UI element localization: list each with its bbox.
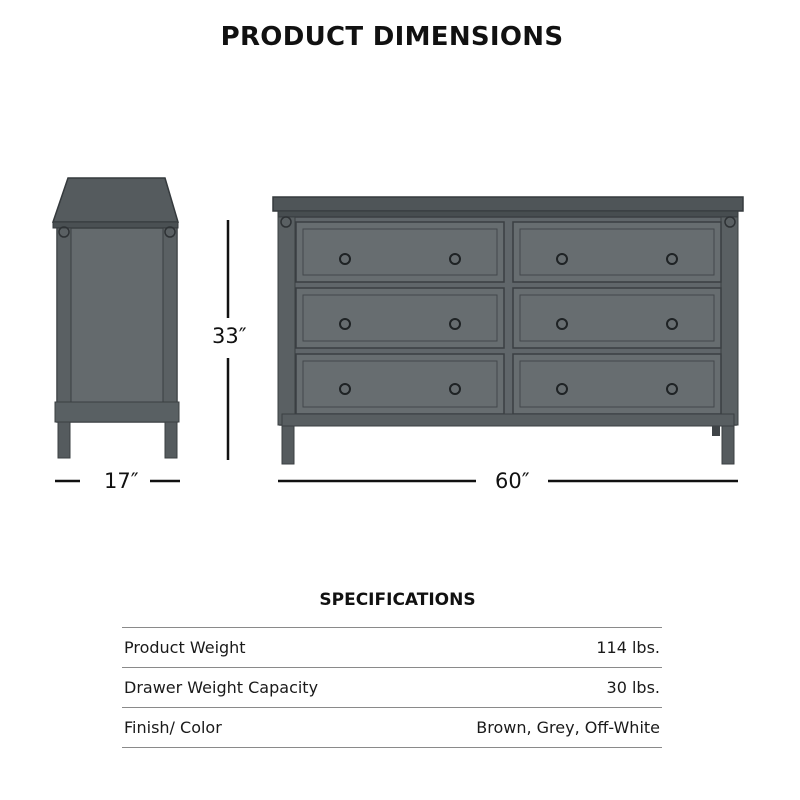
spec-row-drawer-capacity bbox=[122, 668, 662, 708]
spec-row-weight bbox=[122, 628, 662, 668]
page-title: PRODUCT DIMENSIONS bbox=[220, 22, 564, 52]
spec-label: Product Weight bbox=[124, 638, 246, 657]
spec-value: 30 lbs. bbox=[606, 678, 660, 697]
specifications-table bbox=[122, 627, 662, 748]
depth-dimension-label: 17″ bbox=[100, 469, 143, 493]
spec-value: Brown, Grey, Off-White bbox=[476, 718, 660, 737]
spec-row-finish-color bbox=[122, 708, 662, 748]
dresser-front-view bbox=[273, 197, 743, 464]
width-dimension-label: 60″ bbox=[491, 469, 534, 493]
spec-label: Drawer Weight Capacity bbox=[124, 678, 319, 697]
spec-label: Finish/ Color bbox=[124, 718, 222, 737]
height-dimension-label: 33″ bbox=[212, 324, 247, 348]
spec-value: 114 lbs. bbox=[596, 638, 660, 657]
specifications-title: SPECIFICATIONS bbox=[319, 590, 476, 610]
dresser-side-view bbox=[53, 178, 179, 458]
